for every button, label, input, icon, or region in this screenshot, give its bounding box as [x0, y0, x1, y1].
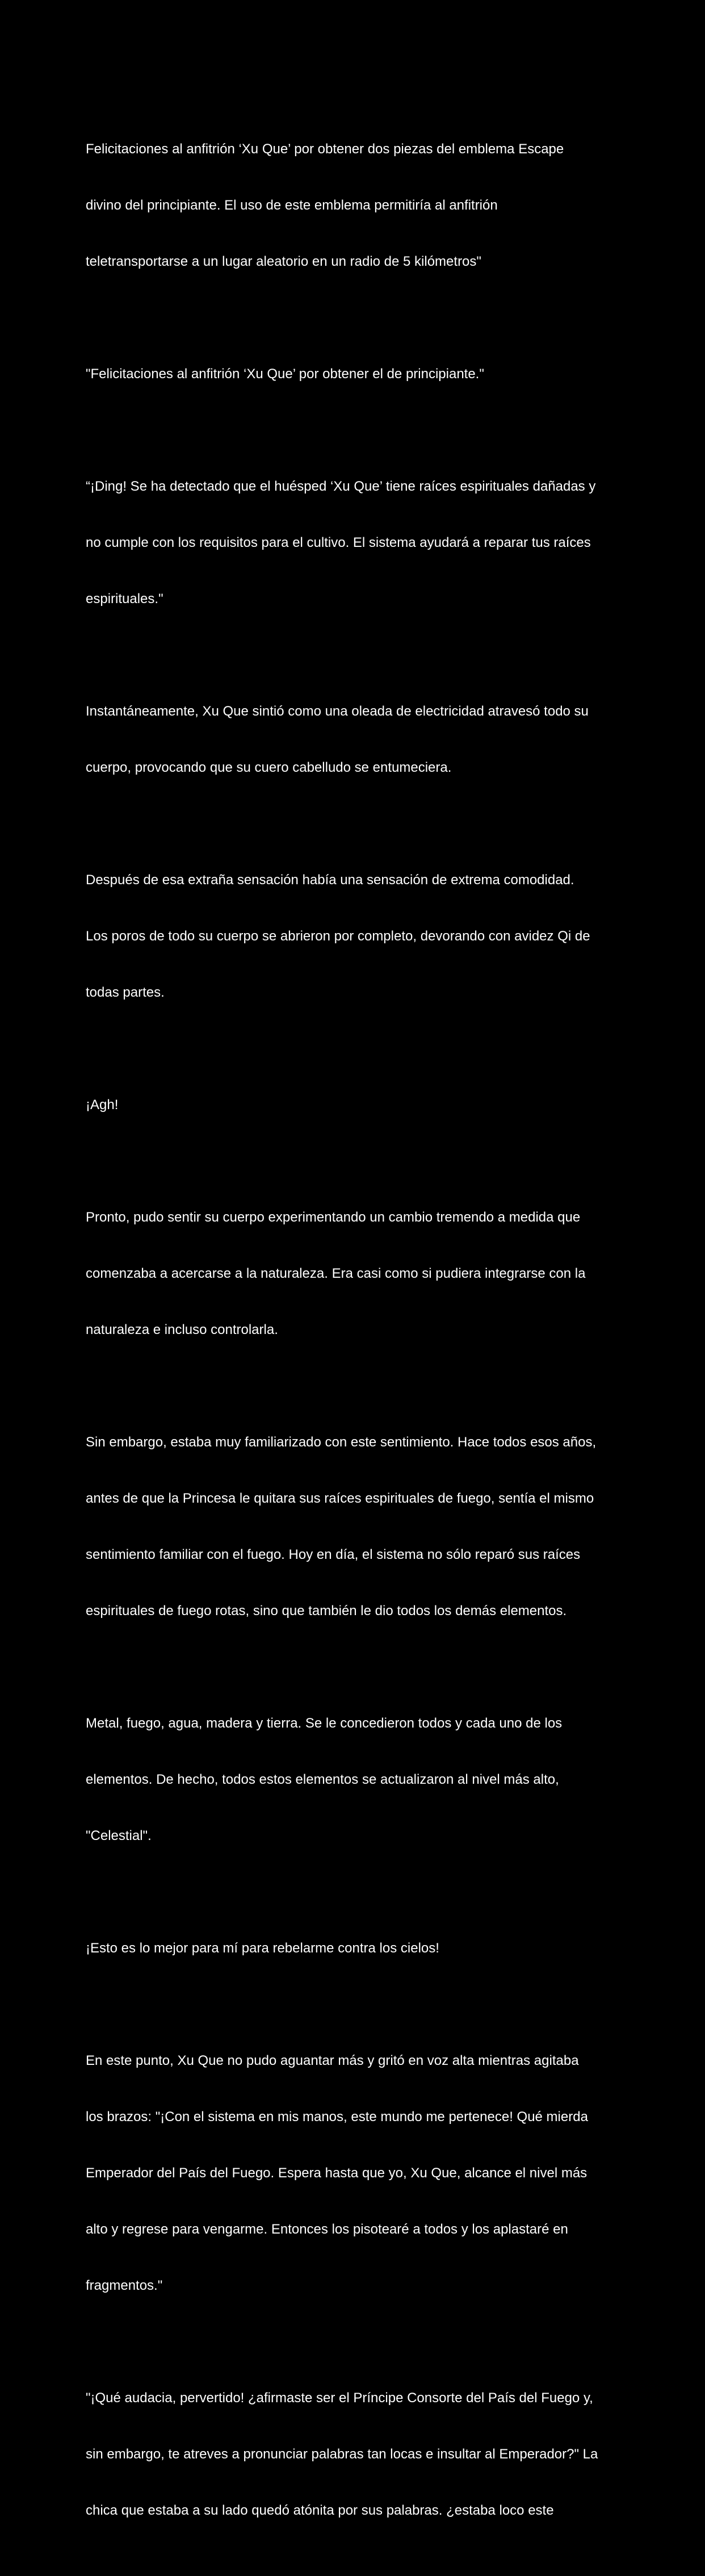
paragraph	[86, 102, 631, 308]
text-line: antes de que la Princesa le quitara sus raíces espirituales de fuego, sentía el mismo	[86, 1491, 594, 1506]
paragraph	[86, 664, 631, 814]
text-line: sentimiento familiar con el fuego. Hoy en día, el sistema no sólo reparó sus raíces	[86, 1547, 581, 1562]
text-line: ¡Esto es lo mejor para mí para rebelarme contra los cielos!	[86, 1941, 439, 1956]
text-line: espirituales."	[86, 591, 163, 607]
text-line: “¡Ding! Se ha detectado que el huésped ‘Xu Que’ tiene raíces espirituales dañadas y	[86, 479, 596, 494]
text-line: elementos. De hecho, todos estos elementos se actualizaron al nivel más alto,	[86, 1772, 559, 1787]
text-line: ¡Agh!	[86, 1097, 119, 1113]
paragraph	[86, 2014, 631, 2332]
paragraph	[86, 1170, 631, 1377]
text-line: cuerpo, provocando que su cuero cabelludo se entumeciera.	[86, 760, 452, 775]
paragraph	[86, 440, 631, 646]
text-line: Metal, fuego, agua, madera y tierra. Se le concedieron todos y cada uno de los	[86, 1716, 563, 1731]
paragraph	[86, 327, 631, 421]
paragraph	[86, 1901, 631, 1995]
paragraph	[86, 2351, 631, 2557]
document-page	[86, 102, 631, 2576]
paragraph	[86, 1395, 631, 1658]
text-line: naturaleza e incluso controlarla.	[86, 1322, 278, 1337]
text-line: divino del principiante. El uso de este emblema permitiría al anfitrión	[86, 198, 498, 213]
text-line: fragmentos."	[86, 2278, 163, 2293]
text-line: sin embargo, te atreves a pronunciar palabras tan locas e insultar al Emperador?" La	[86, 2447, 598, 2462]
text-line: no cumple con los requisitos para el cultivo. El sistema ayudará a reparar tus raíces	[86, 535, 591, 550]
text-line: Sin embargo, estaba muy familiarizado con este sentimiento. Hace todos esos años,	[86, 1435, 597, 1450]
text-line: Emperador del País del Fuego. Espera hasta que yo, Xu Que, alcance el nivel más	[86, 2165, 588, 2181]
text-line: "Celestial".	[86, 1828, 152, 1843]
paragraph	[86, 833, 631, 1039]
text-line: "¡Qué audacia, pervertido! ¿afirmaste ser el Príncipe Consorte del País del Fuego y,	[86, 2390, 593, 2406]
text-line: comenzaba a acercarse a la naturaleza. Era casi como si pudiera integrarse con la	[86, 1266, 586, 1281]
text-line: alto y regrese para vengarme. Entonces los pisotearé a todos y los aplastaré en	[86, 2222, 568, 2237]
text-line: Los poros de todo su cuerpo se abrieron por completo, devorando con avidez Qi de	[86, 929, 590, 944]
text-line: "Felicitaciones al anfitrión ‘Xu Que’ por obtener el de principiante."	[86, 366, 484, 382]
text-line: todas partes.	[86, 985, 165, 1000]
paragraph	[86, 1676, 631, 1883]
text-line: teletransportarse a un lugar aleatorio en un radio de 5 kilómetros"	[86, 254, 481, 269]
text-line: los brazos: "¡Con el sistema en mis manos, este mundo me pertenece! Qué mierda	[86, 2109, 588, 2125]
text-line: espirituales de fuego rotas, sino que también le dio todos los demás elementos.	[86, 1603, 567, 1619]
text-line: Instantáneamente, Xu Que sintió como una oleada de electricidad atravesó todo su	[86, 704, 589, 719]
text-line: Después de esa extraña sensación había una sensación de extrema comodidad.	[86, 872, 574, 888]
text-line: chica que estaba a su lado quedó atónita por sus palabras. ¿estaba loco este	[86, 2503, 554, 2518]
text-line: Pronto, pudo sentir su cuerpo experimentando un cambio tremendo a medida que	[86, 1210, 581, 1225]
text-line: Felicitaciones al anfitrión ‘Xu Que’ por obtener dos piezas del emblema Escape	[86, 141, 564, 157]
text-line: En este punto, Xu Que no pudo aguantar más y gritó en voz alta mientras agitaba	[86, 2053, 579, 2068]
paragraph	[86, 1058, 631, 1152]
